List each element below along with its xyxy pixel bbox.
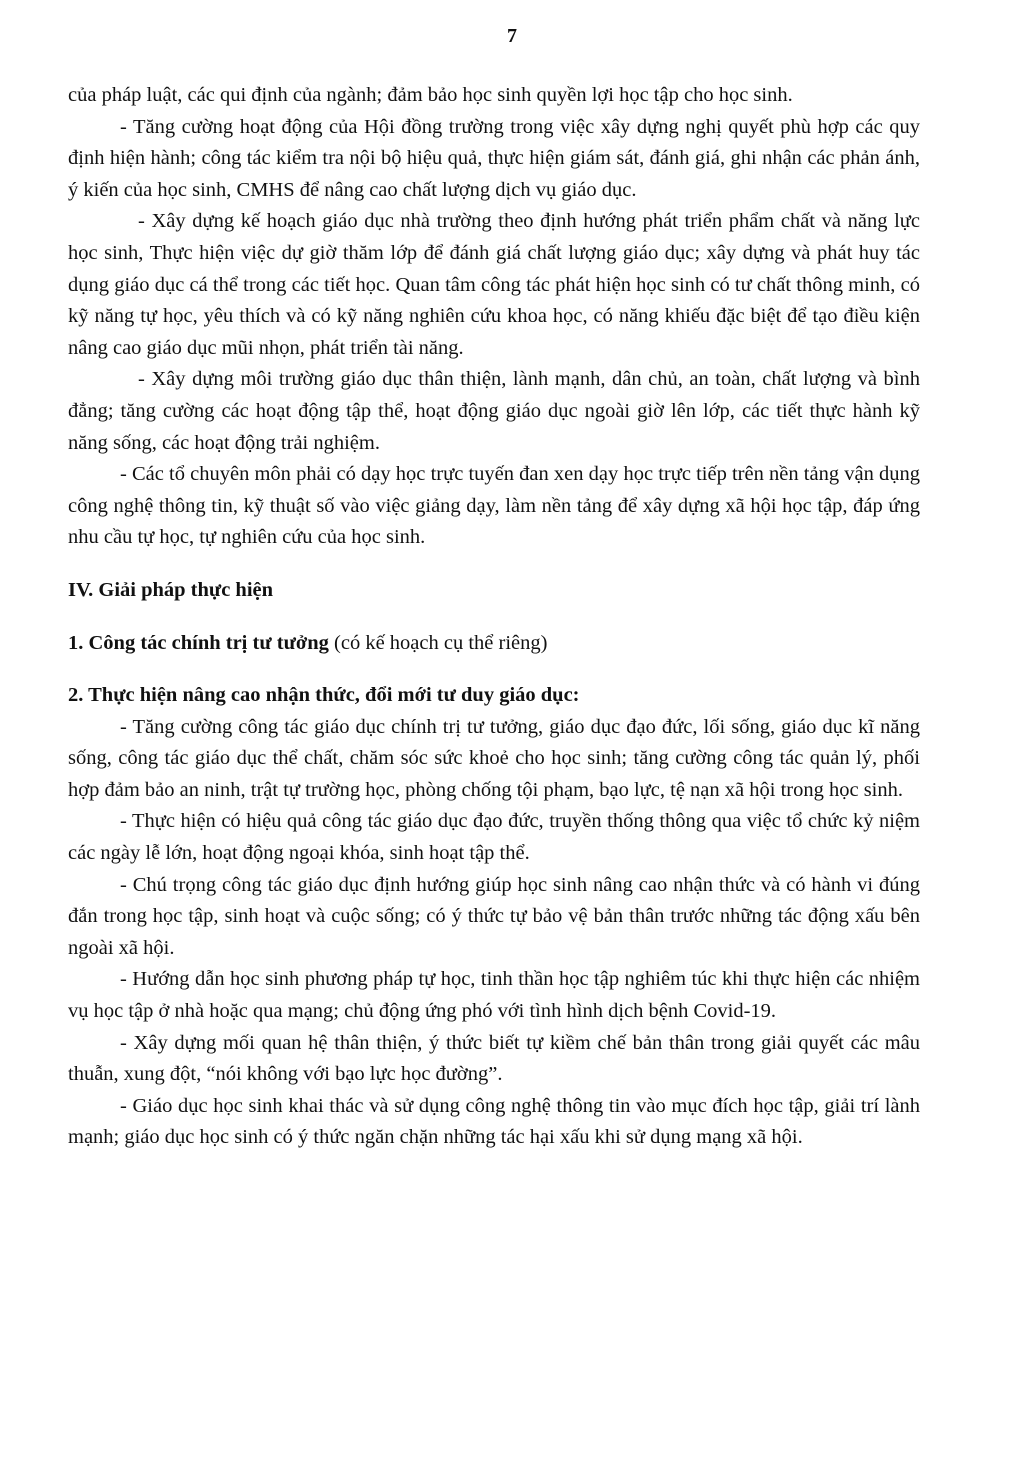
subsection-heading: 2. Thực hiện nâng cao nhận thức, đổi mới tư duy giáo dục: [68,684,580,707]
paragraph: - Thực hiện có hiệu quả công tác giáo dục đạo đức, truyền thống thông qua việc tổ chức kỷ niệm các ngày lễ lớn, hoạt động ngoại khóa, sinh hoạt tập thể. [68,810,920,865]
paragraph: - Chú trọng công tác giáo dục định hướng giúp học sinh nâng cao nhận thức và có hành vi đúng đắn trong học tập, sinh hoạt và cuộc sống; có ý thức tự bảo vệ bản thân trước những tác động xấu bên ngoài xã hội. [68,873,920,959]
subsection-heading-bold: 1. Công tác chính trị tư tưởng [68,631,329,654]
paragraph: - Tăng cường hoạt động của Hội đồng trường trong việc xây dựng nghị quyết phù hợp các quy định hiện hành; công tác kiểm tra nội bộ hiệu quả, thực hiện giám sát, đánh giá, ghi nhận các phản ánh, ý kiến của học sinh, CMHS để nâng cao chất lượng dịch vụ giáo dục. [68,115,920,201]
paragraph: - Xây dựng kế hoạch giáo dục nhà trường theo định hướng phát triển phẩm chất và năng lực học sinh, Thực hiện việc dự giờ thăm lớp để đánh giá chất lượng giáo dục; xây dựng và phát huy tác dụng giáo dục cá thể trong các tiết học. Quan tâm công tác phát hiện học sinh có tư chất thông minh, có kỹ năng tự học, yêu thích và có kỹ năng nghiên cứu khoa học, có năng khiếu đặc biệt để tạo điều kiện nâng cao giáo dục mũi nhọn, phát triển tài năng. [68,210,920,359]
paragraph: - Giáo dục học sinh khai thác và sử dụng công nghệ thông tin vào mục đích học tập, giải trí lành mạnh; giáo dục học sinh có ý thức ngăn chặn những tác hại xấu khi sử dụng mạng xã hội. [68,1094,920,1149]
page-number: 7 [507,25,517,47]
paragraph: - Tăng cường công tác giáo dục chính trị tư tưởng, giáo dục đạo đức, lối sống, giáo dục kĩ năng sống, công tác giáo dục thể chất, chăm sóc sức khoẻ cho học sinh; tăng cường công tác quản lý, phối hợp đảm bảo an ninh, trật tự trường học, phòng chống tội phạm, bạo lực, tệ nạn xã hội trong học sinh. [68,715,920,801]
section-heading: IV. Giải pháp thực hiện [68,578,274,601]
paragraph: - Các tổ chuyên môn phải có dạy học trực tuyến đan xen dạy học trực tiếp trên nền tảng vận dụng công nghệ thông tin, kỹ thuật số vào việc giảng dạy, làm nền tảng để xây dựng xã hội học tập, đáp ứng nhu cầu tự học, tự nghiên cứu của học sinh. [68,463,920,549]
paragraph: - Xây dựng môi trường giáo dục thân thiện, lành mạnh, dân chủ, an toàn, chất lượng và bình đẳng; tăng cường các hoạt động tập thể, hoạt động giáo dục ngoài giờ lên lớp, các tiết thực hành kỹ năng sống, các hoạt động trải nghiệm. [68,368,920,454]
paragraph: - Xây dựng mối quan hệ thân thiện, ý thức biết tự kiềm chế bản thân trong giải quyết các mâu thuẫn, xung đột, “nói không với bạo lực học đường”. [68,1031,920,1086]
paragraph: của pháp luật, các qui định của ngành; đảm bảo học sinh quyền lợi học tập cho học sinh. [68,84,793,106]
document-body [68,80,920,1154]
paragraph: - Hướng dẫn học sinh phương pháp tự học, tinh thần học tập nghiêm túc khi thực hiện các nhiệm vụ học tập ở nhà hoặc qua mạng; chủ động ứng phó với tình hình dịch bệnh Covid-19. [68,968,920,1023]
subsection-heading-note: (có kế hoạch cụ thể riêng) [328,631,548,654]
subsection-heading [68,628,920,660]
